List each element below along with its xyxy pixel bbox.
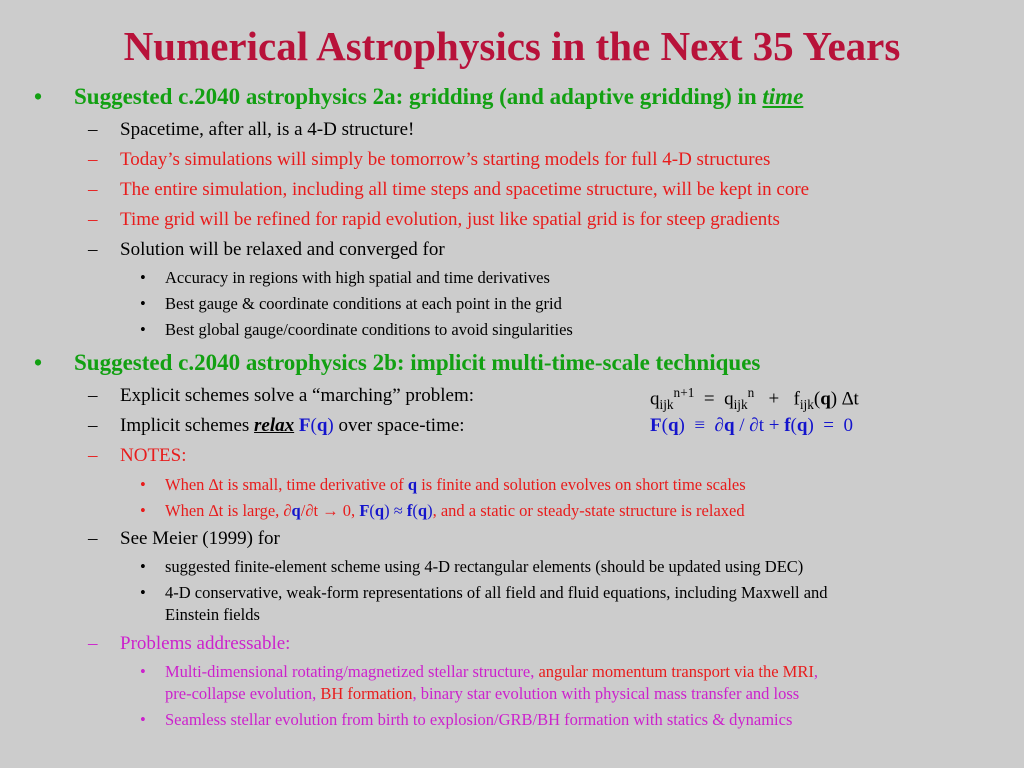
slide-title: Numerical Astrophysics in the Next 35 Years [123,23,901,69]
explicit-formula: $q_{ijk}^{n+1} = q_{ijk}^n + f_{ijk}(q)$ ∆t [650,385,859,413]
section-a-heading-emph: time [762,84,804,109]
bullet-marker: • [34,84,43,109]
section-a-heading-text: Suggested c.2040 astrophysics 2a: gridding (and adaptive gridding) in [74,84,763,109]
bullet-marker: • [34,350,43,375]
implicit-formula: F(q) ≡ ∂q / ∂t + f(q) = 0 [650,415,853,436]
